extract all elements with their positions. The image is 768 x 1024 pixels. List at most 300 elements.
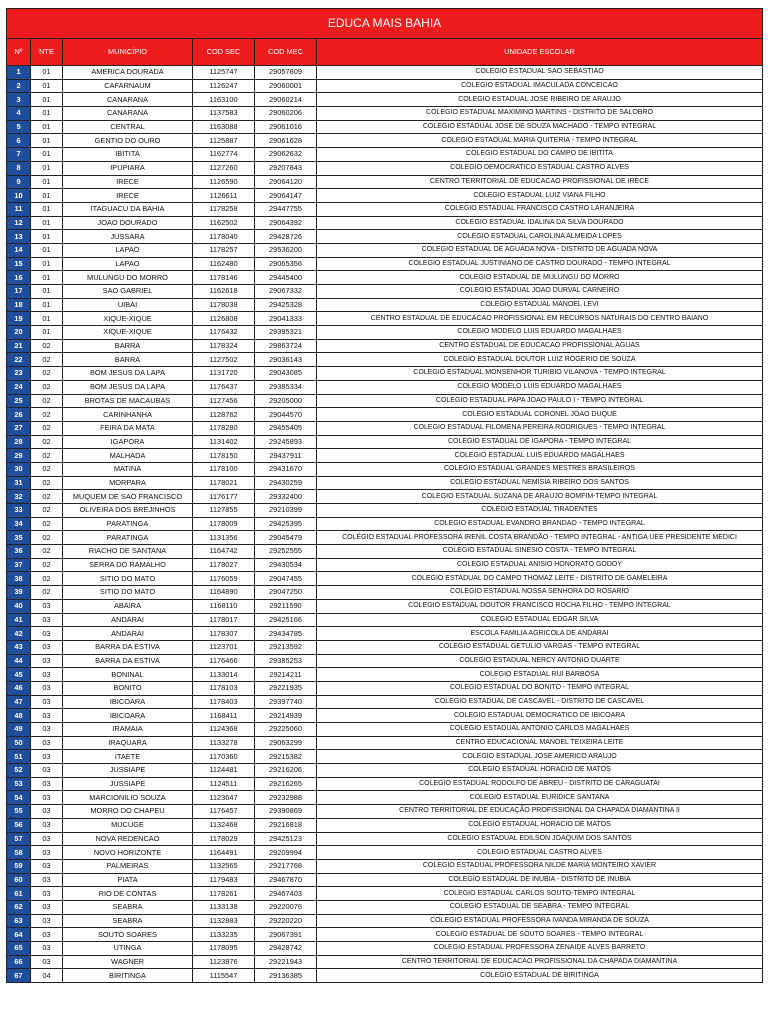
unidade-escolar-cell: COLEGIO ESTADUAL PAPA JOAO PAULO I - TEMPO INTEGRAL	[317, 394, 763, 408]
unidade-escolar-cell: CENTRO EDUCACIONAL MANOEL TEIXEIRA LEITE	[317, 736, 763, 750]
row-number: 52	[7, 764, 31, 778]
cod-sec-cell: 1176432	[193, 326, 255, 340]
nte-cell: 03	[31, 750, 63, 764]
nte-cell: 01	[31, 243, 63, 257]
cod-sec-cell: 1115547	[193, 969, 255, 983]
municipio-cell: SEABRA	[63, 900, 193, 914]
unidade-escolar-cell: ESCOLA FAMILIA AGRICOLA DE ANDARAI	[317, 627, 763, 641]
table-row	[7, 230, 763, 244]
table-row	[7, 764, 763, 778]
cod-sec-cell: 1131356	[193, 531, 255, 545]
row-number: 27	[7, 421, 31, 435]
nte-cell: 01	[31, 175, 63, 189]
cod-mec-cell: 29041333	[255, 312, 317, 326]
nte-cell: 03	[31, 777, 63, 791]
row-number: 2	[7, 79, 31, 93]
cod-sec-cell: 1132565	[193, 859, 255, 873]
municipio-cell: PARATINGA	[63, 517, 193, 531]
municipio-cell: WAGNER	[63, 955, 193, 969]
table-row	[7, 421, 763, 435]
cod-mec-cell: 29214939	[255, 709, 317, 723]
cod-sec-cell: 1164491	[193, 846, 255, 860]
cod-mec-cell: 29067391	[255, 928, 317, 942]
row-number: 26	[7, 408, 31, 422]
col-header-municipio: MUNICÍPIO	[63, 39, 193, 66]
nte-cell: 02	[31, 408, 63, 422]
municipio-cell: SITIO DO MATO	[63, 586, 193, 600]
cod-sec-cell: 1133278	[193, 736, 255, 750]
table-row	[7, 367, 763, 381]
municipio-cell: AMERICA DOURADA	[63, 66, 193, 80]
row-number: 57	[7, 832, 31, 846]
cod-mec-cell: 29136385	[255, 969, 317, 983]
nte-cell: 04	[31, 969, 63, 983]
municipio-cell: RIACHO DE SANTANA	[63, 545, 193, 559]
cod-sec-cell: 1164742	[193, 545, 255, 559]
municipio-cell: CAFARNAUM	[63, 79, 193, 93]
unidade-escolar-cell: COLEGIO ESTADUAL RODOLFO DE ABREU - DISTRITO DE CARAGUATAI	[317, 777, 763, 791]
cod-sec-cell: 1178040	[193, 230, 255, 244]
unidade-escolar-cell: COLEGIO ESTADUAL SAO SEBASTIAO	[317, 66, 763, 80]
cod-mec-cell: 29047250	[255, 586, 317, 600]
header-row	[7, 39, 763, 66]
row-number: 47	[7, 695, 31, 709]
municipio-cell: IRECE	[63, 175, 193, 189]
unidade-escolar-cell: COLEGIO ESTADUAL PROFESSORA IVANDA MIRANDA DE SOUZA	[317, 914, 763, 928]
row-number: 64	[7, 928, 31, 942]
nte-cell: 01	[31, 107, 63, 121]
row-number: 24	[7, 380, 31, 394]
nte-cell: 01	[31, 312, 63, 326]
nte-cell: 03	[31, 805, 63, 819]
row-number: 36	[7, 545, 31, 559]
cod-sec-cell: 1137583	[193, 107, 255, 121]
cod-sec-cell: 1127456	[193, 394, 255, 408]
nte-cell: 02	[31, 476, 63, 490]
nte-cell: 03	[31, 859, 63, 873]
table-row	[7, 380, 763, 394]
nte-cell: 01	[31, 257, 63, 271]
municipio-cell: XIQUE-XIQUE	[63, 312, 193, 326]
nte-cell: 01	[31, 326, 63, 340]
table-row	[7, 462, 763, 476]
unidade-escolar-cell: COLEGIO ESTADUAL EDILSON JOAQUIM DOS SANTOS	[317, 832, 763, 846]
nte-cell: 03	[31, 887, 63, 901]
nte-cell: 02	[31, 572, 63, 586]
municipio-cell: IRAQUARA	[63, 736, 193, 750]
unidade-escolar-cell: COLEGIO ESTADUAL JOSE RIBEIRO DE ARAUJO	[317, 93, 763, 107]
cod-mec-cell: 29215382	[255, 750, 317, 764]
row-number: 23	[7, 367, 31, 381]
row-number: 17	[7, 285, 31, 299]
table-row	[7, 558, 763, 572]
municipio-cell: BARRA	[63, 353, 193, 367]
cod-sec-cell: 1170360	[193, 750, 255, 764]
cod-sec-cell: 1178100	[193, 462, 255, 476]
unidade-escolar-cell: COLEGIO ESTADUAL CAROLINA ALMEIDA LOPES	[317, 230, 763, 244]
cod-sec-cell: 1178403	[193, 695, 255, 709]
nte-cell: 01	[31, 285, 63, 299]
cod-sec-cell: 1178280	[193, 421, 255, 435]
table-row	[7, 942, 763, 956]
cod-sec-cell: 1131402	[193, 435, 255, 449]
cod-sec-cell: 1162502	[193, 216, 255, 230]
municipio-cell: BOM JESUS DA LAPA	[63, 380, 193, 394]
cod-mec-cell: 29213592	[255, 640, 317, 654]
cod-mec-cell: 29395321	[255, 326, 317, 340]
cod-sec-cell: 1176177	[193, 490, 255, 504]
table-row	[7, 504, 763, 518]
col-header-num: Nº	[7, 39, 31, 66]
table-row	[7, 668, 763, 682]
cod-sec-cell: 1178261	[193, 887, 255, 901]
table-row	[7, 66, 763, 80]
cod-sec-cell: 1176437	[193, 380, 255, 394]
cod-mec-cell: 29252555	[255, 545, 317, 559]
col-header-nte: NTE	[31, 39, 63, 66]
cod-sec-cell: 1178324	[193, 339, 255, 353]
nte-cell: 01	[31, 120, 63, 134]
nte-cell: 01	[31, 202, 63, 216]
table-row	[7, 599, 763, 613]
unidade-escolar-cell: COLEGIO ESTADUAL DO CAMPO THOMAZ LEITE - DISTRITO DE GAMELEIRA	[317, 572, 763, 586]
municipio-cell: IPUPIARA	[63, 161, 193, 175]
municipio-cell: CANARANA	[63, 93, 193, 107]
cod-mec-cell: 29434785	[255, 627, 317, 641]
cod-mec-cell: 29210399	[255, 504, 317, 518]
nte-cell: 01	[31, 189, 63, 203]
table-row	[7, 654, 763, 668]
table-row	[7, 175, 763, 189]
nte-cell: 02	[31, 490, 63, 504]
unidade-escolar-cell: COLEGIO ESTADUAL LUIS EDUARDO MAGALHAES	[317, 449, 763, 463]
municipio-cell: SERRA DO RAMALHO	[63, 558, 193, 572]
unidade-escolar-cell: COLEGIO ESTADUAL NOSSA SENHORA DO ROSARIO	[317, 586, 763, 600]
nte-cell: 02	[31, 380, 63, 394]
nte-cell: 03	[31, 613, 63, 627]
table-row	[7, 161, 763, 175]
table-row	[7, 79, 763, 93]
row-number: 13	[7, 230, 31, 244]
table-row	[7, 134, 763, 148]
row-number: 29	[7, 449, 31, 463]
unidade-escolar-cell: COLEGIO ESTADUAL DE CASCAVEL - DISTRITO DE CASCAVEL	[317, 695, 763, 709]
municipio-cell: ABAIRA	[63, 599, 193, 613]
col-header-unidade-escolar: UNIDADE ESCOLAR	[317, 39, 763, 66]
unidade-escolar-cell: COLEGIO ESTADUAL JOSE DE SOUZA MACHADO - TEMPO INTEGRAL	[317, 120, 763, 134]
cod-mec-cell: 29455405	[255, 421, 317, 435]
row-number: 45	[7, 668, 31, 682]
row-number: 67	[7, 969, 31, 983]
municipio-cell: IBICOARA	[63, 695, 193, 709]
unidade-escolar-cell: COLÉGIO ESTADUAL PROFESSORA IRENIL COSTA BRANDÃO - TEMPO INTEGRAL - ANTIGA UEE PRESIDENTE MEDICI	[317, 531, 763, 545]
nte-cell: 02	[31, 517, 63, 531]
table-row	[7, 627, 763, 641]
municipio-cell: ANDARAI	[63, 627, 193, 641]
cod-sec-cell: 1133235	[193, 928, 255, 942]
nte-cell: 03	[31, 599, 63, 613]
nte-cell: 02	[31, 353, 63, 367]
cod-mec-cell: 29225060	[255, 723, 317, 737]
row-number: 35	[7, 531, 31, 545]
table-row	[7, 271, 763, 285]
row-number: 16	[7, 271, 31, 285]
municipio-cell: BOM JESUS DA LAPA	[63, 367, 193, 381]
row-number: 10	[7, 189, 31, 203]
row-number: 39	[7, 586, 31, 600]
unidade-escolar-cell: COLEGIO ESTADUAL CARLOS SOUTO-TEMPO INTEGRAL	[317, 887, 763, 901]
nte-cell: 01	[31, 298, 63, 312]
cod-mec-cell: 29430534	[255, 558, 317, 572]
cod-sec-cell: 1126611	[193, 189, 255, 203]
nte-cell: 01	[31, 230, 63, 244]
cod-sec-cell: 1126247	[193, 79, 255, 93]
table-row	[7, 791, 763, 805]
unidade-escolar-cell: COLEGIO ESTADUAL MANOEL LEVI	[317, 298, 763, 312]
row-number: 62	[7, 900, 31, 914]
table-row	[7, 353, 763, 367]
table-row	[7, 298, 763, 312]
unidade-escolar-cell: COLEGIO ESTADUAL SUZANA DE ARAUJO BOMFIM-TEMPO INTEGRAL	[317, 490, 763, 504]
municipio-cell: BARRA	[63, 339, 193, 353]
cod-sec-cell: 1162618	[193, 285, 255, 299]
municipio-cell: RIO DE CONTAS	[63, 887, 193, 901]
table-row	[7, 914, 763, 928]
cod-sec-cell: 1127502	[193, 353, 255, 367]
cod-mec-cell: 29209994	[255, 846, 317, 860]
nte-cell: 02	[31, 558, 63, 572]
municipio-cell: IRECE	[63, 189, 193, 203]
cod-sec-cell: 1126808	[193, 312, 255, 326]
cod-mec-cell: 29437911	[255, 449, 317, 463]
nte-cell: 03	[31, 627, 63, 641]
municipio-cell: MUCUGE	[63, 818, 193, 832]
municipio-cell: BONITO	[63, 681, 193, 695]
municipio-cell: IRAMAIA	[63, 723, 193, 737]
cod-mec-cell: 29063299	[255, 736, 317, 750]
cod-mec-cell: 29061016	[255, 120, 317, 134]
table-row	[7, 435, 763, 449]
nte-cell: 03	[31, 914, 63, 928]
cod-sec-cell: 1163088	[193, 120, 255, 134]
nte-cell: 01	[31, 216, 63, 230]
cod-mec-cell: 29431670	[255, 462, 317, 476]
unidade-escolar-cell: COLEGIO ESTADUAL LUIZ VIANA FILHO	[317, 189, 763, 203]
table-row	[7, 285, 763, 299]
table-row	[7, 148, 763, 162]
cod-sec-cell: 1178095	[193, 942, 255, 956]
row-number: 22	[7, 353, 31, 367]
table-row	[7, 586, 763, 600]
table-row	[7, 832, 763, 846]
unidade-escolar-cell: COLEGIO ESTADUAL RUI BARBOSA	[317, 668, 763, 682]
row-number: 40	[7, 599, 31, 613]
municipio-cell: MORRO DO CHAPEU	[63, 805, 193, 819]
row-number: 33	[7, 504, 31, 518]
cod-sec-cell: 1133138	[193, 900, 255, 914]
row-number: 15	[7, 257, 31, 271]
cod-mec-cell: 29060214	[255, 93, 317, 107]
table-row	[7, 531, 763, 545]
row-number: 54	[7, 791, 31, 805]
municipio-cell: ITAGUACU DA BAHIA	[63, 202, 193, 216]
municipio-cell: SOUTO SOARES	[63, 928, 193, 942]
cod-sec-cell: 1176466	[193, 654, 255, 668]
table-row	[7, 339, 763, 353]
cod-mec-cell: 29332400	[255, 490, 317, 504]
cod-sec-cell: 1162774	[193, 148, 255, 162]
row-number: 46	[7, 681, 31, 695]
unidade-escolar-cell: COLEGIO ESTADUAL MONSENHOR TURIBIO VILANOVA - TEMPO INTEGRAL	[317, 367, 763, 381]
spreadsheet	[6, 8, 762, 983]
table-row	[7, 709, 763, 723]
table-row	[7, 202, 763, 216]
table-row	[7, 216, 763, 230]
municipio-cell: MULUNGU DO MORRO	[63, 271, 193, 285]
cod-mec-cell: 29232988	[255, 791, 317, 805]
unidade-escolar-cell: COLEGIO ESTADUAL DE MULUNGU DO MORRO	[317, 271, 763, 285]
municipio-cell: LAPAO	[63, 243, 193, 257]
nte-cell: 02	[31, 531, 63, 545]
cod-sec-cell: 1164890	[193, 586, 255, 600]
table-row	[7, 887, 763, 901]
row-number: 38	[7, 572, 31, 586]
municipio-cell: UTINGA	[63, 942, 193, 956]
cod-sec-cell: 1176059	[193, 572, 255, 586]
cod-mec-cell: 29207843	[255, 161, 317, 175]
cod-mec-cell: 29220076	[255, 900, 317, 914]
municipio-cell: CANARANA	[63, 107, 193, 121]
cod-mec-cell: 29045479	[255, 531, 317, 545]
row-number: 59	[7, 859, 31, 873]
cod-sec-cell: 1132468	[193, 818, 255, 832]
cod-mec-cell: 29425123	[255, 832, 317, 846]
nte-cell: 01	[31, 271, 63, 285]
table-row	[7, 189, 763, 203]
unidade-escolar-cell: COLEGIO ESTADUAL ANTONIO CARLOS MAGALHAES	[317, 723, 763, 737]
table-row	[7, 873, 763, 887]
unidade-escolar-cell: COLEGIO ESTADUAL ANISIO HONORATO GODOY	[317, 558, 763, 572]
nte-cell: 03	[31, 654, 63, 668]
unidade-escolar-cell: COLEGIO ESTADUAL PROFESSORA NILDE MARIA MONTEIRO XAVIER	[317, 859, 763, 873]
nte-cell: 03	[31, 681, 63, 695]
cod-sec-cell: 1162480	[193, 257, 255, 271]
cod-mec-cell: 29863724	[255, 339, 317, 353]
cod-mec-cell: 29217768	[255, 859, 317, 873]
cod-sec-cell: 1124511	[193, 777, 255, 791]
row-number: 34	[7, 517, 31, 531]
municipio-cell: IGAPORA	[63, 435, 193, 449]
cod-mec-cell: 29064147	[255, 189, 317, 203]
municipio-cell: GENTIO DO OURO	[63, 134, 193, 148]
cod-mec-cell: 29216265	[255, 777, 317, 791]
nte-cell: 03	[31, 791, 63, 805]
row-number: 28	[7, 435, 31, 449]
cod-sec-cell: 1178038	[193, 298, 255, 312]
cod-sec-cell: 1178009	[193, 517, 255, 531]
cod-sec-cell: 1178146	[193, 271, 255, 285]
cod-mec-cell: 29036143	[255, 353, 317, 367]
row-number: 61	[7, 887, 31, 901]
unidade-escolar-cell: COLEGIO ESTADUAL DOUTOR LUIZ ROGERIO DE SOUZA	[317, 353, 763, 367]
unidade-escolar-cell: COLEGIO ESTADUAL JOSE AMERICO ARAUJO	[317, 750, 763, 764]
nte-cell: 01	[31, 148, 63, 162]
cod-sec-cell: 1125747	[193, 66, 255, 80]
unidade-escolar-cell: COLEGIO ESTADUAL PROFESSORA ZENAIDE ALVES BARRETO	[317, 942, 763, 956]
cod-mec-cell: 29220220	[255, 914, 317, 928]
row-number: 32	[7, 490, 31, 504]
unidade-escolar-cell: COLEGIO ESTADUAL GRANDES MESTRES BRASILEIROS	[317, 462, 763, 476]
table-row	[7, 326, 763, 340]
nte-cell: 02	[31, 421, 63, 435]
nte-cell: 03	[31, 709, 63, 723]
row-number: 55	[7, 805, 31, 819]
municipio-cell: MALHADA	[63, 449, 193, 463]
cod-mec-cell: 29214211	[255, 668, 317, 682]
table-row	[7, 257, 763, 271]
row-number: 48	[7, 709, 31, 723]
table-row	[7, 476, 763, 490]
nte-cell: 03	[31, 668, 63, 682]
table-row	[7, 490, 763, 504]
row-number: 41	[7, 613, 31, 627]
cod-mec-cell: 29428742	[255, 942, 317, 956]
row-number: 31	[7, 476, 31, 490]
municipio-cell: OLIVEIRA DOS BREJINHOS	[63, 504, 193, 518]
row-number: 14	[7, 243, 31, 257]
table-row	[7, 243, 763, 257]
cod-mec-cell: 29390869	[255, 805, 317, 819]
table-row	[7, 928, 763, 942]
row-number: 11	[7, 202, 31, 216]
cod-sec-cell: 1178017	[193, 613, 255, 627]
table-row	[7, 859, 763, 873]
row-number: 63	[7, 914, 31, 928]
cod-mec-cell: 29205000	[255, 394, 317, 408]
municipio-cell: XIQUE-XIQUE	[63, 326, 193, 340]
cod-mec-cell: 29385253	[255, 654, 317, 668]
cod-mec-cell: 29536200	[255, 243, 317, 257]
unidade-escolar-cell: CENTRO TERRITORIAL DE EDUCACAO PROFISSIONAL DA CHAPADA DIAMANTINA	[317, 955, 763, 969]
unidade-escolar-cell: COLEGIO MODELO LUIS EDUARDO MAGALHAES	[317, 380, 763, 394]
nte-cell: 03	[31, 955, 63, 969]
row-number: 19	[7, 312, 31, 326]
row-number: 44	[7, 654, 31, 668]
municipio-cell: MUQUEM DE SAO FRANCISCO	[63, 490, 193, 504]
cod-mec-cell: 29061628	[255, 134, 317, 148]
unidade-escolar-cell: COLEGIO MODELO LUIS EDUARDO MAGALHAES	[317, 326, 763, 340]
table-row	[7, 394, 763, 408]
col-header-cod-mec: COD MEC	[255, 39, 317, 66]
unidade-escolar-cell: COLEGIO ESTADUAL EDGAR SILVA	[317, 613, 763, 627]
unidade-escolar-cell: COLEGIO ESTADUAL DO BONITO - TEMPO INTEGRAL	[317, 681, 763, 695]
cod-sec-cell: 1178027	[193, 558, 255, 572]
table-row	[7, 572, 763, 586]
nte-cell: 01	[31, 161, 63, 175]
nte-cell: 03	[31, 873, 63, 887]
table-row	[7, 818, 763, 832]
municipio-cell: CENTRAL	[63, 120, 193, 134]
municipio-cell: JUSSARA	[63, 230, 193, 244]
cod-mec-cell: 29430259	[255, 476, 317, 490]
nte-cell: 03	[31, 695, 63, 709]
cod-mec-cell: 29221935	[255, 681, 317, 695]
cod-sec-cell: 1123701	[193, 640, 255, 654]
table-row	[7, 93, 763, 107]
table-row	[7, 900, 763, 914]
unidade-escolar-cell: COLEGIO ESTADUAL DE BIRITINGA	[317, 969, 763, 983]
title-row	[7, 9, 763, 39]
